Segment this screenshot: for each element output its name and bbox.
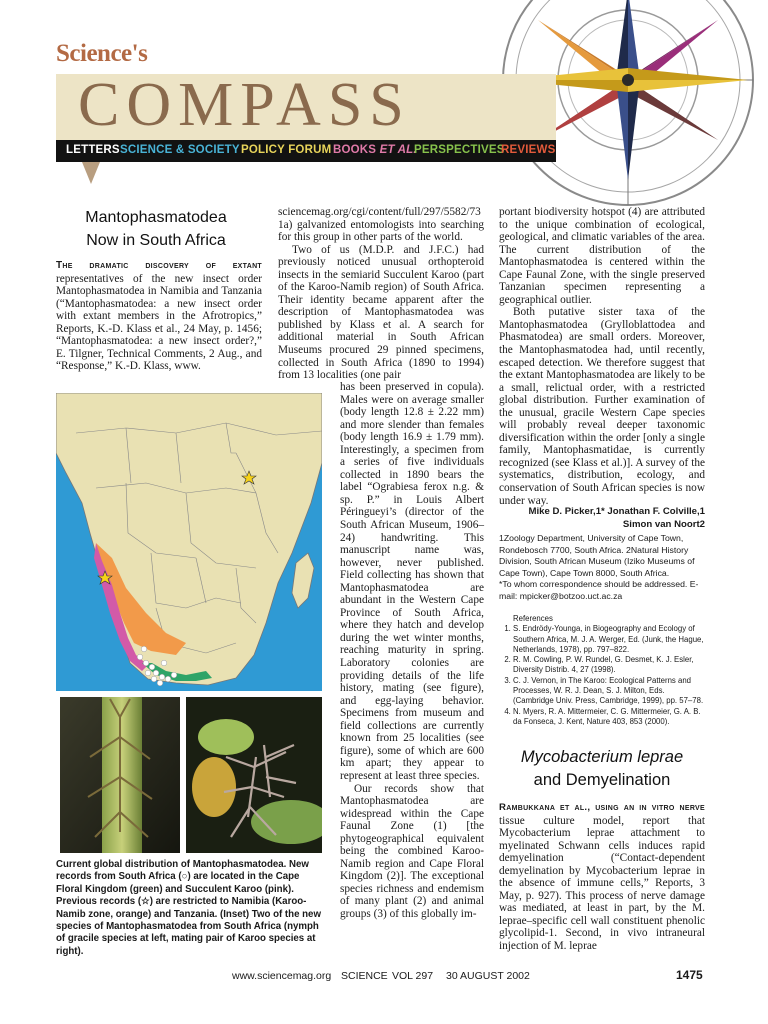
inset-photo-nymph <box>60 697 180 853</box>
article2-title-line1: Mycobacterium leprae <box>520 748 684 766</box>
brand-name: Science's <box>56 40 148 67</box>
article1-col3-para1: portant biodiversity hotspot (4) are attributed to the unique combination of ecological, geological, and climatic variables of the area. The current distribution of the Mantophasmatodea is centered within the Cape Faunal Zone, with the single preserved Tanzanian specimen representing a geographical outlier. <box>499 206 705 306</box>
distribution-map <box>56 393 322 691</box>
footer-date: 30 AUGUST 2002 <box>446 970 530 982</box>
references-heading: References <box>513 614 553 623</box>
nav-reviews[interactable]: REVIEWS <box>501 144 556 156</box>
references-list <box>499 624 705 727</box>
nav-books-suffix: ET AL. <box>379 144 417 156</box>
footer-journal: SCIENCE <box>341 970 388 982</box>
article1-col2-para3: Our records show that Mantophasmatodea are widespread within the Cape Faunal Zone (1) [the phytogeographical equivalent being the combined Karoo-Namib region and Cape Floral Kingdom (2)]. The exceptional species richness and endemism of many plant (2) and animal groups (3) of this globally im- <box>340 782 484 920</box>
author-block <box>499 505 705 531</box>
page-number: 1475 <box>676 968 703 982</box>
authors-line2: Simon van Noort2 <box>622 519 705 530</box>
article2-title-line2: and Demyelination <box>533 771 671 789</box>
article2-title <box>499 746 705 792</box>
article1-col1-text <box>56 259 262 373</box>
inset-photo-mating-pair <box>186 697 322 853</box>
section-nav <box>56 140 556 162</box>
article1-title <box>56 206 256 252</box>
article1-title-line2: Now in South Africa <box>86 232 226 249</box>
nav-science-society[interactable]: SCIENCE & SOCIETY <box>120 144 240 156</box>
article1-lead-caps: The dramatic discovery of extant <box>56 260 262 271</box>
article2-text <box>499 801 705 953</box>
affiliations-text: 1Zoology Department, University of Cape Town, Rondebosch 7700, South Africa. 2Natural History Division, South African Museum (Iziko Museums of Cape Town), Cape Town 8000, South Africa. <box>499 533 695 578</box>
article2-lead-caps: Rambukkana et al., using an in vitro nerve <box>499 802 705 813</box>
references <box>499 614 705 727</box>
article1-col2-top <box>278 206 484 382</box>
reference-item: 4. N. Myers, R. A. Mittermeier, C. G. Mittermeier, G. A. B. da Fonseca, J. Kent, Nature 403, 853 (2000). <box>513 707 705 728</box>
figure-caption: Current global distribution of Mantophasmatodea. New records from South Africa (○) are located in the Cape Floral Kingdom (green) and Succulent Karoo (pink). Previous records (☆) are restricted to Namibia (Karoo-Namib zone, orange) and Tanzania. (Inset) Two of the new species of Mantophasmatodea from South Africa (nymph of gracile species at left, mating pair of Karoo species at right). <box>56 859 321 957</box>
nav-policy-forum[interactable]: POLICY FORUM <box>241 144 332 156</box>
nav-books[interactable] <box>333 144 417 156</box>
authors-line1: Mike D. Picker,1* Jonathan F. Colville,1 <box>528 506 705 517</box>
article1-col2-continued: has been preserved in copula). Males were on average smaller (body length 12.8 ± 2.22 mm) and more slender than females (body length 16.9 ± 1.79 mm). Interestingly, a specimen from a series of five individuals collected in 1890 bears the label “Ograbiesa ferox n.g. & sp. P.” in Louis Albert Péringueyi’s (director of the South African Museum, 1906–24) handwriting. This manuscript name was, however, never published. Field collecting has shown that Mantophasmatodea are abundant in the Western Cape Province of South Africa, where they hatch and develop during the wet winter months, reaching maturity in spring. Laboratory colonies are providing details of the life history, mating (see figure), and egg-laying behavior. Specimens from museum and field collections are currently known from 25 localities (see figure), some of which are 600 km apart; they appear to represent at least three species. <box>340 381 484 782</box>
article1-col2-wrap <box>340 381 484 921</box>
article1-col1-body: representatives of the new insect order Mantophasmatodea in Namibia and Tanzania (“Mantophasmatodea: a new insect order with extant members in the Afrotropics,” Reports, K.-D. Klass et al., 24 May, p. 1456; “Mantophasmatodea: a new insect order?,” E. Tilgner, Technical Comments, 2 Aug., and “Response,” K.-D. Klass, www. <box>56 272 262 373</box>
nav-books-label: BOOKS <box>333 144 377 156</box>
article1-col2-para2: Two of us (M.D.P. and J.F.C.) had previously noticed unusual orthopteroid insects in the semiarid Succulent Karoo (part of the Karoo-Namib region) of South Africa. Their identity became apparent after the description of Mantophasmatodea was published by Klass et al. A search for additional material in South African Museums procured 29 pinned specimens, collected in South Africa (1890 to 1994) from 13 localities (one pair <box>278 243 484 382</box>
article1-col2-para1: sciencemag.org/cgi/content/full/297/5582/73 1a) galvanized entomologists into searching for this group in other parts of the world. <box>278 206 484 244</box>
nav-perspectives[interactable]: PERSPECTIVES <box>414 144 505 156</box>
reference-item: 2. R. M. Cowling, P. W. Rundel, G. Desmet, K. J. Esler, Diversity Distrib. 4, 27 (1998). <box>513 655 705 676</box>
nav-letters[interactable]: LETTERS <box>66 144 120 156</box>
article1-col3-text <box>499 206 705 507</box>
footer-url[interactable]: www.sciencemag.org <box>232 970 332 982</box>
affiliations <box>499 533 705 603</box>
footer-volume: VOL 297 <box>392 970 434 982</box>
reference-item: 1. S. Endrödy-Younga, in Biogeography and Ecology of Southern Africa, M. J. A. Werger, Ed. (Junk, the Hague, Netherlands, 1978), pp. 797–822. <box>513 624 705 655</box>
article1-col3-para2: Both putative sister taxa of the Mantophasmatodea (Grylloblattodea and Phasmatodea) are small orders. Moreover, the Mantophasmatodea had, until recently, escaped detection. We therefore suggest that the extant Mantophasmatodea are likely to be a small, relictual order, with a restricted global distribution. Further examination of the unusual, gracile Western Cape species will probably reveal deeper taxonomic diversification within the order [only a single family, Mantophasmatidae, is currently recognized (see Klass et al.)]. A survey of the systematics, distribution, ecology, and conservation of South African species is now under way. <box>499 306 705 507</box>
reference-item: 3. C. J. Vernon, in The Karoo: Ecological Patterns and Processes, W. R. J. Dean, S. J. Milton, Eds. (Cambridge Univ. Press, Cambridge, 1999), pp. 57–78. <box>513 676 705 707</box>
masthead-tab <box>82 162 100 184</box>
article1-title-line1: Mantophasmatodea <box>85 209 227 226</box>
section-title: COMPASS <box>78 71 411 139</box>
article2-body: tissue culture model, report that Mycobacterium leprae attachment to myelinated Schwann cells induces rapid demyelination (“Contact-dependent demyelination by Mycobacterium leprae in the absence of immune cells,” Reports, 3 May, p. 927). This process of nerve damage was mediated, at least in part, by the M. leprae–specific cell wall constituent phenolic glycolipid-1. Second, in vivo intraneural injection of M. leprae <box>499 814 705 953</box>
corresponding-author: *To whom correspondence should be addressed. E-mail: mpicker@botzoo.uct.ac.za <box>499 579 699 601</box>
